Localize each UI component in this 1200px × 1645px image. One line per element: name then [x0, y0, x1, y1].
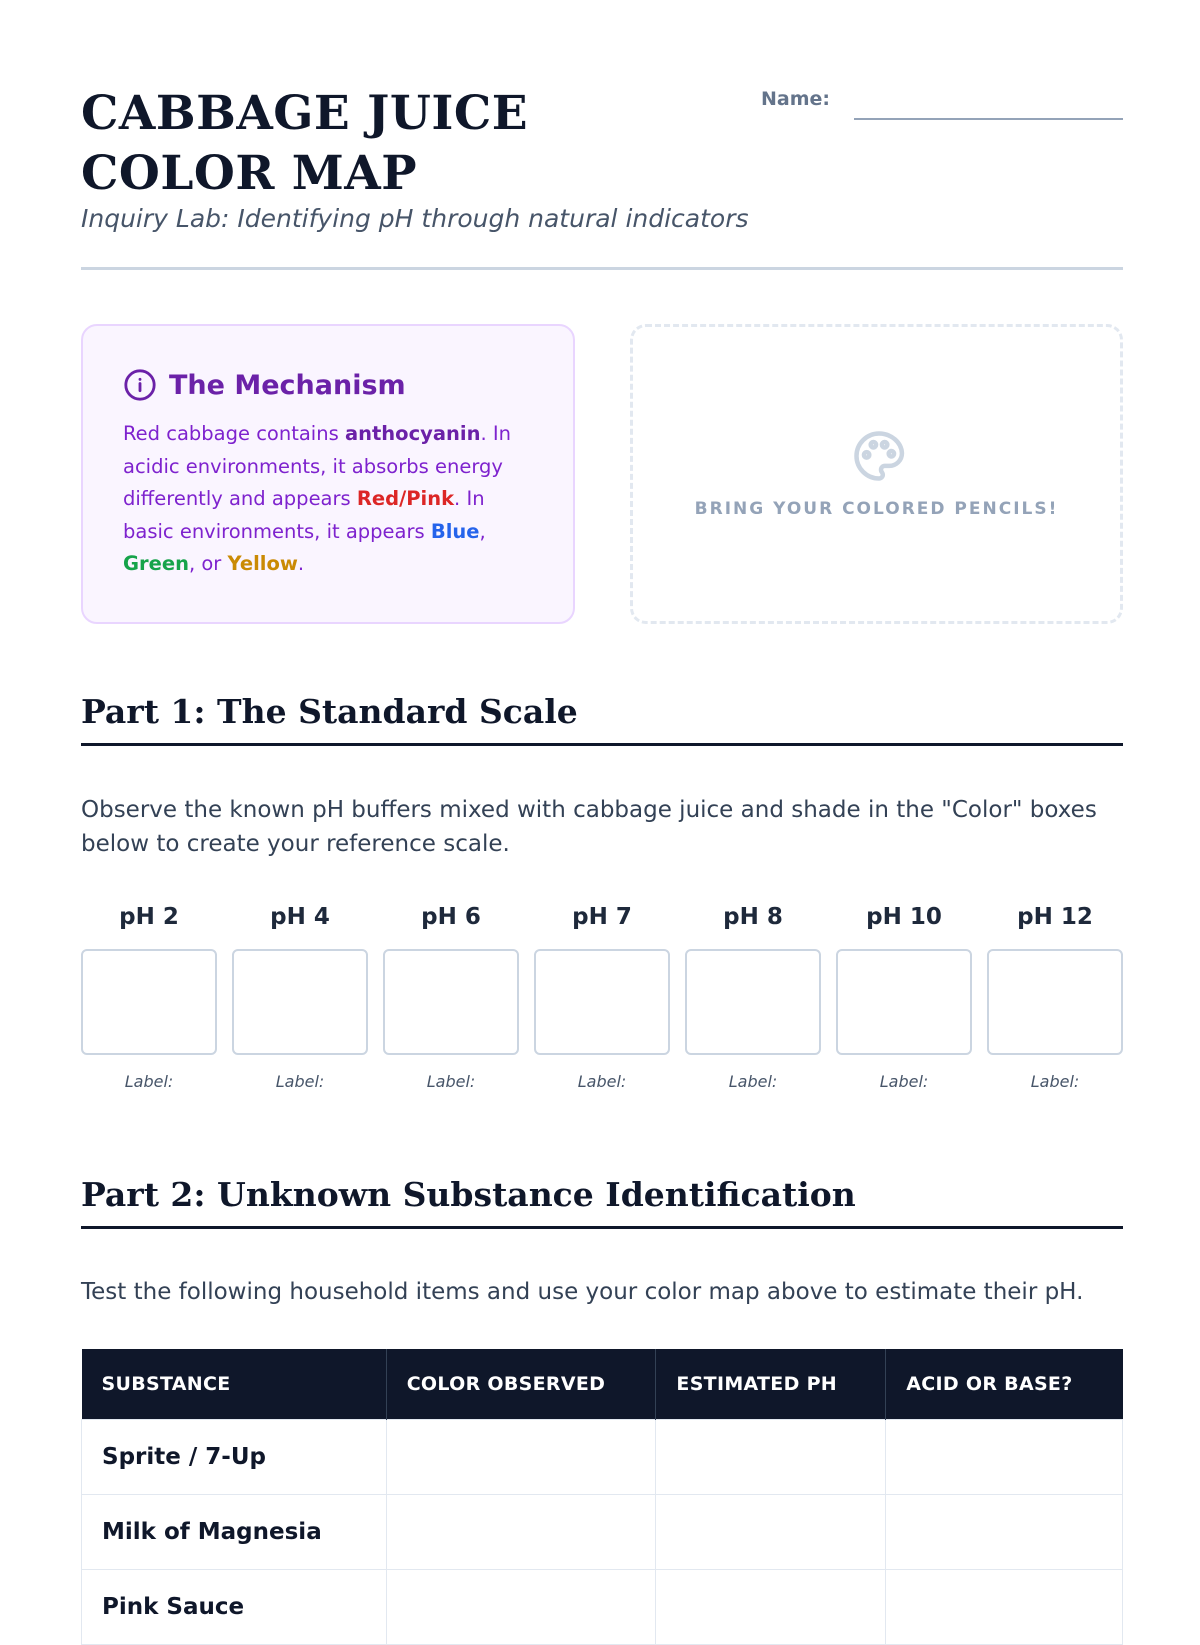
ph-scale-item	[534, 899, 670, 1091]
base-color-green: Green	[123, 552, 189, 575]
color-box[interactable]	[534, 949, 670, 1055]
mechanism-card	[81, 324, 575, 624]
color-observed-cell[interactable]	[386, 1569, 656, 1644]
name-field-line[interactable]	[854, 118, 1123, 120]
ph-scale-item	[836, 899, 972, 1091]
ph-value-label: pH 7	[572, 904, 632, 930]
ph-value-label: pH 4	[270, 904, 330, 930]
estimated-ph-cell[interactable]	[656, 1569, 886, 1644]
color-box-label: Label:	[426, 1072, 476, 1091]
column-header-estimated-ph: ESTIMATED PH	[656, 1349, 886, 1419]
column-header-acid-or-base: ACID OR BASE?	[886, 1349, 1123, 1419]
color-box-label: Label:	[275, 1072, 325, 1091]
mechanism-title: The Mechanism	[169, 369, 406, 401]
anthocyanin-term: anthocyanin	[344, 422, 481, 445]
color-box[interactable]	[836, 949, 972, 1055]
part1-title: Part 1: The Standard Scale	[81, 692, 1123, 746]
color-box-label: Label:	[124, 1072, 174, 1091]
worksheet-header	[81, 84, 1123, 270]
table-row	[82, 1494, 1123, 1569]
color-box[interactable]	[81, 949, 217, 1055]
substance-name: Sprite / 7-Up	[82, 1419, 387, 1494]
color-box[interactable]	[987, 949, 1123, 1055]
column-header-substance: SUBSTANCE	[82, 1349, 387, 1419]
acid-or-base-cell[interactable]	[886, 1419, 1123, 1494]
ph-value-label: pH 6	[421, 904, 481, 930]
ph-value-label: pH 2	[119, 904, 179, 930]
page-subtitle: Inquiry Lab: Identifying pH through natural indicators	[81, 204, 749, 233]
ph-value-label: pH 10	[866, 904, 942, 930]
part2-title: Part 2: Unknown Substance Identification	[81, 1175, 1123, 1229]
base-color-yellow: Yellow	[227, 552, 298, 575]
part2-instructions: Test the following household items and use your color map above to estimate their pH.	[81, 1279, 1084, 1305]
ph-scale-item	[232, 899, 368, 1091]
estimated-ph-cell[interactable]	[656, 1494, 886, 1569]
ph-standard-scale	[81, 899, 1123, 1091]
ph-scale-item	[81, 899, 217, 1091]
ph-value-label: pH 8	[723, 904, 783, 930]
estimated-ph-cell[interactable]	[656, 1419, 886, 1494]
ph-value-label: pH 12	[1017, 904, 1093, 930]
color-observed-cell[interactable]	[386, 1494, 656, 1569]
column-header-color-observed: COLOR OBSERVED	[386, 1349, 656, 1419]
table-header-row	[82, 1349, 1123, 1419]
substance-table	[81, 1349, 1123, 1645]
ph-scale-item	[685, 899, 821, 1091]
color-box[interactable]	[685, 949, 821, 1055]
acid-or-base-cell[interactable]	[886, 1569, 1123, 1644]
color-box-label: Label:	[577, 1072, 627, 1091]
color-observed-cell[interactable]	[386, 1419, 656, 1494]
table-row	[82, 1569, 1123, 1644]
colored-pencils-note: BRING YOUR COLORED PENCILS!	[694, 499, 1059, 519]
mechanism-header	[123, 368, 533, 402]
color-box-label: Label:	[1030, 1072, 1080, 1091]
colored-pencils-card	[630, 324, 1123, 624]
part1-instructions: Observe the known pH buffers mixed with cabbage juice and shade in the "Color" boxes below to create your reference scale.	[81, 797, 1097, 857]
substance-name: Pink Sauce	[82, 1569, 387, 1644]
ph-scale-item	[987, 899, 1123, 1091]
color-box[interactable]	[383, 949, 519, 1055]
info-circle-icon	[123, 368, 157, 402]
page-title: CABBAGE JUICE COLOR MAP	[81, 86, 529, 201]
name-label: Name:	[761, 88, 831, 110]
ph-scale-item	[383, 899, 519, 1091]
base-color-blue: Blue	[430, 519, 480, 543]
acid-or-base-cell[interactable]	[886, 1494, 1123, 1569]
table-row	[82, 1419, 1123, 1494]
substance-name: Milk of Magnesia	[82, 1494, 387, 1569]
palette-icon	[852, 429, 906, 483]
acid-color-red-pink: Red/Pink	[356, 487, 455, 510]
color-box-label: Label:	[728, 1072, 778, 1091]
color-box[interactable]	[232, 949, 368, 1055]
color-box-label: Label:	[879, 1072, 929, 1091]
mechanism-text: Red cabbage contains anthocyanin. In acidic environments, it absorbs energy differently and appears Red/Pink. In basic environments, it appears Blue, Green, or Yellow.	[123, 422, 511, 575]
